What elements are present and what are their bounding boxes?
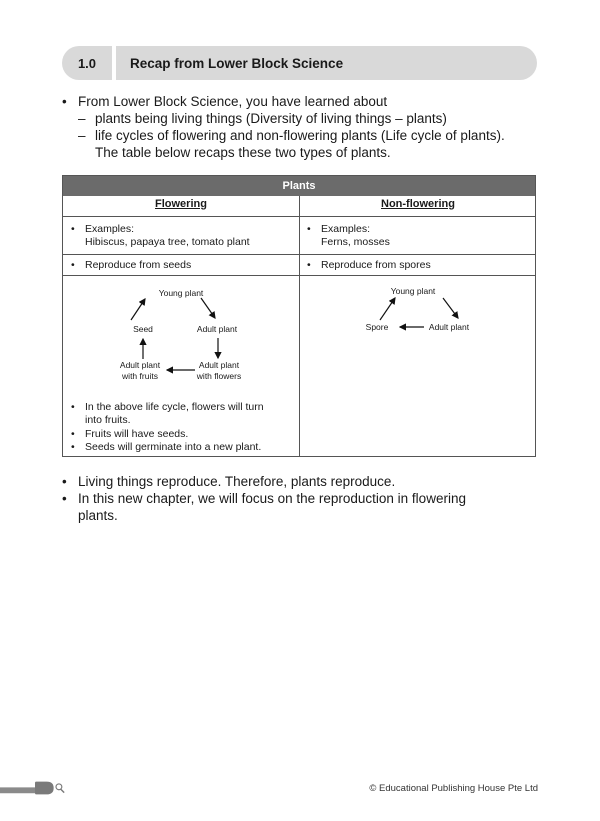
table-title: Plants xyxy=(63,176,535,196)
label-nf-young-plant: Young plant xyxy=(390,286,436,296)
nonflowering-examples: • Examples: Ferns, mosses xyxy=(307,223,390,248)
cycle-note-1: • In the above life cycle, flowers will turn into fruits. xyxy=(71,401,264,426)
intro-subitem-2: – life cycles of flowering and non-flowering plants (Life cycle of plants). xyxy=(78,128,505,143)
intro-subitem-1: – plants being living things (Diversity of living things – plants) xyxy=(78,111,447,126)
page-number-badge xyxy=(0,776,70,800)
flowering-examples: • Examples: Hibiscus, papaya tree, tomato plant xyxy=(71,223,250,248)
closing-bullet-2: • In this new chapter, we will focus on the reproduction in flowering plants. xyxy=(62,491,466,523)
nonflowering-reproduce: • Reproduce from spores xyxy=(307,259,431,271)
label-spore: Spore xyxy=(365,322,389,332)
intro-subitem-2-cont: The table below recaps these two types of plants. xyxy=(95,145,391,160)
label-seed: Seed xyxy=(133,324,153,334)
label-nf-adult-plant: Adult plant xyxy=(428,322,470,332)
section-number: 1.0 xyxy=(62,46,112,80)
page-number: 2 xyxy=(73,779,81,793)
flowering-reproduce: • Reproduce from seeds xyxy=(71,259,192,271)
bullet-dot: • xyxy=(62,94,67,109)
plants-table xyxy=(62,175,536,457)
label-adult-with-flowers: Adult plant with flowers xyxy=(196,360,242,381)
copyright: © Educational Publishing House Pte Ltd xyxy=(369,783,538,794)
arrow-young-to-adult-nf xyxy=(443,298,458,318)
arrow-spore-to-young xyxy=(380,298,395,320)
section-title: Recap from Lower Block Science xyxy=(116,46,537,80)
col-header-flowering: Flowering xyxy=(155,198,207,210)
col-header-nonflowering: Non-flowering xyxy=(381,198,455,210)
cycle-note-2: • Fruits will have seeds. xyxy=(71,428,189,440)
label-adult-with-fruits: Adult plant with fruits xyxy=(119,360,161,381)
arrow-young-to-adult xyxy=(201,298,215,318)
intro-bullet: • From Lower Block Science, you have learned about xyxy=(62,94,388,109)
label-young-plant: Young plant xyxy=(158,288,204,298)
closing-bullet-1: • Living things reproduce. Therefore, plants reproduce. xyxy=(62,474,396,489)
cycle-note-3: • Seeds will germinate into a new plant. xyxy=(71,441,262,453)
label-adult-plant: Adult plant xyxy=(196,324,238,334)
arrow-seed-to-young xyxy=(131,299,145,320)
